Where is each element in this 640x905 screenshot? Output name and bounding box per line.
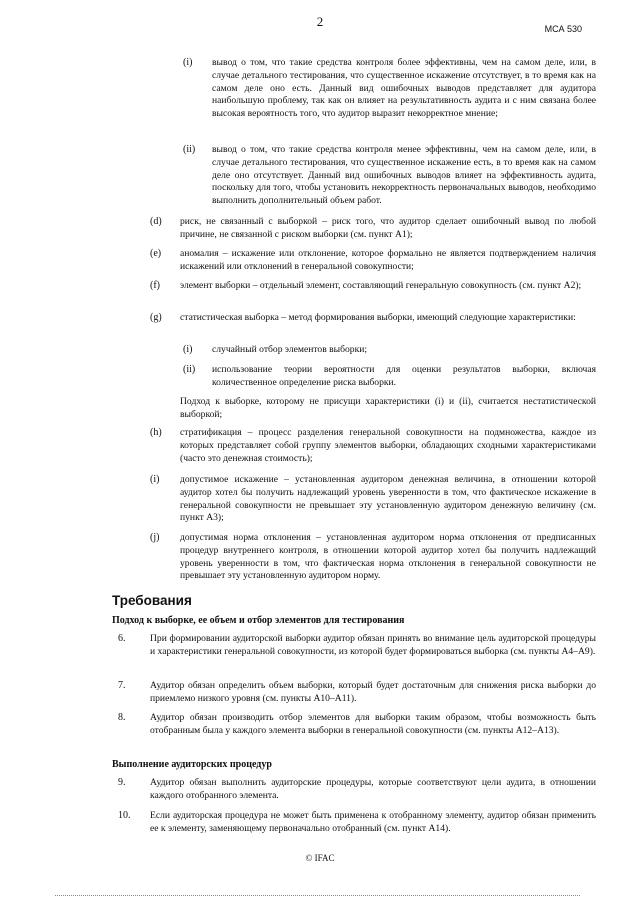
section-heading: Выполнение аудиторских процедур <box>112 759 272 770</box>
sub-item-text: вывод о том, что такие средства контроля менее эффективны, чем на самом деле, или, в случае детального тестирования, что существенное искажение есть, в то время как на самом деле оно отсутствует. Данный вид ошибочных выводов влияет на эффективность аудита, поскольку для того, чтобы установить некорректность первоначальных выводов, необходимо выполнить дополнительный объем работ. <box>212 144 596 207</box>
standard-code: МСА 530 <box>544 24 582 34</box>
paragraph-number: 7. <box>118 680 126 691</box>
requirements-heading: Требования <box>112 593 192 608</box>
sub-item-marker: (ii) <box>183 144 196 155</box>
paragraph-number: 8. <box>118 712 126 723</box>
definition-marker: (e) <box>150 248 162 259</box>
paragraph-text: Аудитор обязан производить отбор элементов для выборки таким образом, чтобы возможность быть отобранным была у каждого элемента выборки в генеральной совокупности (см. пункты A12–A13). <box>150 712 596 736</box>
footer-copyright: © IFAC <box>305 853 335 863</box>
definition-text: статистическая выборка – метод формирования выборки, имеющий следующие характеристики: <box>180 312 576 323</box>
statistical-sampling-note: Подход к выборке, которому не присущи характеристики (i) и (ii), считается нестатистической выборкой; <box>180 396 596 420</box>
sub-item-text: случайный отбор элементов выборки; <box>212 344 368 355</box>
sub-item-marker: (i) <box>183 57 193 68</box>
definition-text: риск, не связанный с выборкой – риск того, что аудитор сделает ошибочный вывод по любой причине, не связанной с риском выборки (см. пункт A1); <box>180 216 596 240</box>
sub-item-marker: (i) <box>183 344 193 355</box>
definition-marker: (d) <box>150 216 162 227</box>
sub-item-text: использование теории вероятности для оценки результатов выборки, включая количественное определение риска выборки. <box>212 364 596 388</box>
paragraph-number: 10. <box>118 810 131 821</box>
sub-item-marker: (ii) <box>183 364 196 375</box>
paragraph-number: 9. <box>118 777 126 788</box>
definition-marker: (f) <box>150 280 160 291</box>
paragraph-text: Аудитор обязан выполнить аудиторские процедуры, которые соответствуют цели аудита, в отношении каждого отобранного элемента. <box>150 777 596 801</box>
definition-marker: (h) <box>150 427 162 438</box>
scan-artifact-line <box>55 895 580 896</box>
definition-text: допустимое искажение – установленная аудитором денежная величина, в отношении которой аудитор хотел бы получить надлежащий уровень уверенности в том, что фактическое искажение в генеральной совокупности не превышает эту установленную аудитором денежную величину (см. пункт A3); <box>180 474 596 524</box>
paragraph-number: 6. <box>118 633 126 644</box>
paragraph-text: Если аудиторская процедура не может быть применена к отобранному элементу, аудитор обязан применить ее к элементу, заменяющему первоначально отобранный (см. пункт A14). <box>150 810 596 834</box>
definition-marker: (g) <box>150 312 162 323</box>
definition-text: элемент выборки – отдельный элемент, составляющий генеральную совокупность (см. пункт A2); <box>180 280 582 291</box>
definition-marker: (i) <box>150 474 160 485</box>
definition-marker: (j) <box>150 532 160 543</box>
paragraph-text: Аудитор обязан определить объем выборки, который будет достаточным для снижения риска выборки до приемлемо низкого уровня (см. пункты A10–A11). <box>150 680 596 704</box>
definition-text: стратификация – процесс разделения генеральной совокупности на подмножества, каждое из которых представляет собой группу элементов выборки, обладающих сходными характеристиками (часто это денежная стоимость); <box>180 427 596 464</box>
page-number: 2 <box>316 14 324 29</box>
definition-text: допустимая норма отклонения – установленная аудитором норма отклонения от предписанных процедур внутреннего контроля, в отношении которой аудитор хотел бы получить надлежащий уровень уверенности в том, что фактическая норма отклонения в генеральной совокупности не превышает эту установленную аудитором норму. <box>180 532 596 582</box>
sub-item-text: вывод о том, что такие средства контроля более эффективны, чем на самом деле, или, в случае детального тестирования, что существенное искажение отсутствует, в то время как на самом деле оно есть. Данный вид ошибочных выводов представляет для аудитора наибольшую проблему, так как он влияет на результативность аудита и с ним связана более высокая вероятность того, что аудитор выразит некорректное мнение; <box>212 57 596 120</box>
definition-text: аномалия – искажение или отклонение, которое формально не является подтверждением наличия искажений или отклонений в генеральной совокупности; <box>180 248 596 272</box>
paragraph-text: При формировании аудиторской выборки аудитор обязан принять во внимание цель аудиторской процедуры и характеристики генеральной совокупности, из которой будет формироваться выборка (см. пункты A4–A9). <box>150 633 596 657</box>
section-heading: Подход к выборке, ее объем и отбор элементов для тестирования <box>112 615 405 626</box>
